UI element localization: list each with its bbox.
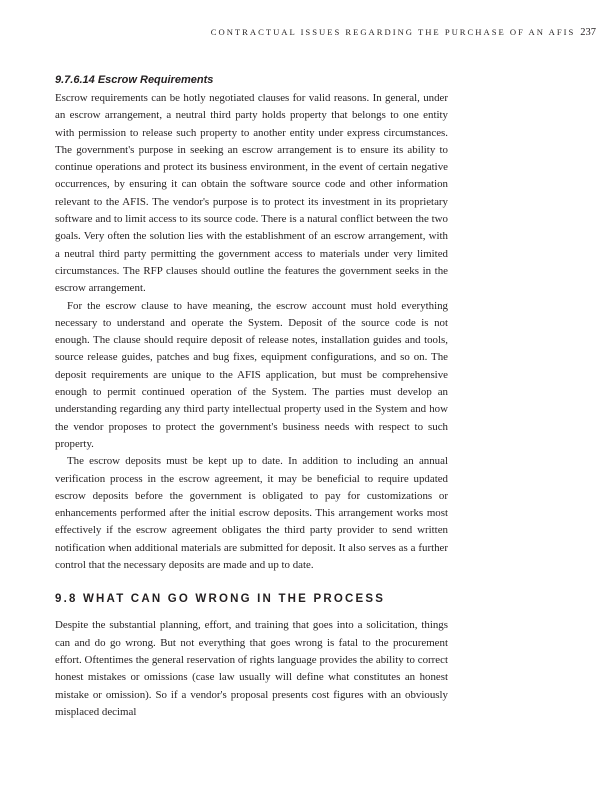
running-head-title: CONTRACTUAL ISSUES REGARDING THE PURCHASE OF AN AFIS	[210, 27, 576, 37]
page-body	[55, 72, 448, 721]
paragraph-escrow-updates: The escrow deposits must be kept up to date. In addition to including an annual verification process in the escrow agreement, it may be beneficial to require updated escrow deposits before the government is obligated to pay for customizations or enhancements performed after the initial escrow deposits. This arrangement works most effectively if the escrow agreement obligates the third party provider to send written notification when additional materials are submitted for deposit. It also serves as a further control that the necessary deposits are made and up to date.	[55, 455, 448, 572]
running-head	[211, 27, 596, 38]
subsection-heading: 9.7.6.14 Escrow Requirements	[55, 74, 214, 86]
paragraph-escrow-intro: Escrow requirements can be hotly negotiated clauses for valid reasons. In general, under an escrow arrangement, a neutral third party holds property that belongs to one entity with permission to release such property to another entity under express circumstances. The government's purpose in seeking an escrow arrangement is to ensure its ability to continue operations and protect its business environment, in the event of certain negative occurrences, by ensuring it can obtain the software source code and other information relevant to the AFIS. The vendor's purpose is to protect its investment in its proprietary software and to limit access to its source code. There is a natural conflict between the two goals. Very often the solution lies with the establishment of an escrow arrangement, with a neutral third party permitting the government access to materials under very limited circumstances. The RFP clauses should outline the features the government seeks in the escrow arrangement.	[55, 92, 448, 295]
paragraph-what-can-go-wrong: Despite the substantial planning, effort, and training that goes into a solicitation, things can and do go wrong. But not everything that goes wrong is fatal to the procurement effort. Oftentimes the general reservation of rights language provides the ability to correct honest mistakes or omissions (case law usually will define what constitutes an honest mistake or omission). So if a vendor's proposal presents cost figures with an obviously misplaced decimal	[55, 619, 448, 718]
section-heading: 9.8 WHAT CAN GO WRONG IN THE PROCESS	[55, 593, 386, 606]
paragraph-escrow-contents: For the escrow clause to have meaning, the escrow account must hold everything necessary to understand and operate the System. Deposit of the source code is not enough. The clause should require deposit of release notes, installation guides and tools, source release guides, patches and bug fixes, equipment configurations, and so on. The deposit requirements are unique to the AFIS application, but must be comprehensive enough to permit continued operation of the System. The parties must develop an understanding regarding any third party intellectual property used in the System and how the vendor proposes to protect the government's business needs with respect to such property.	[55, 299, 448, 450]
page-number: 237	[580, 27, 596, 38]
